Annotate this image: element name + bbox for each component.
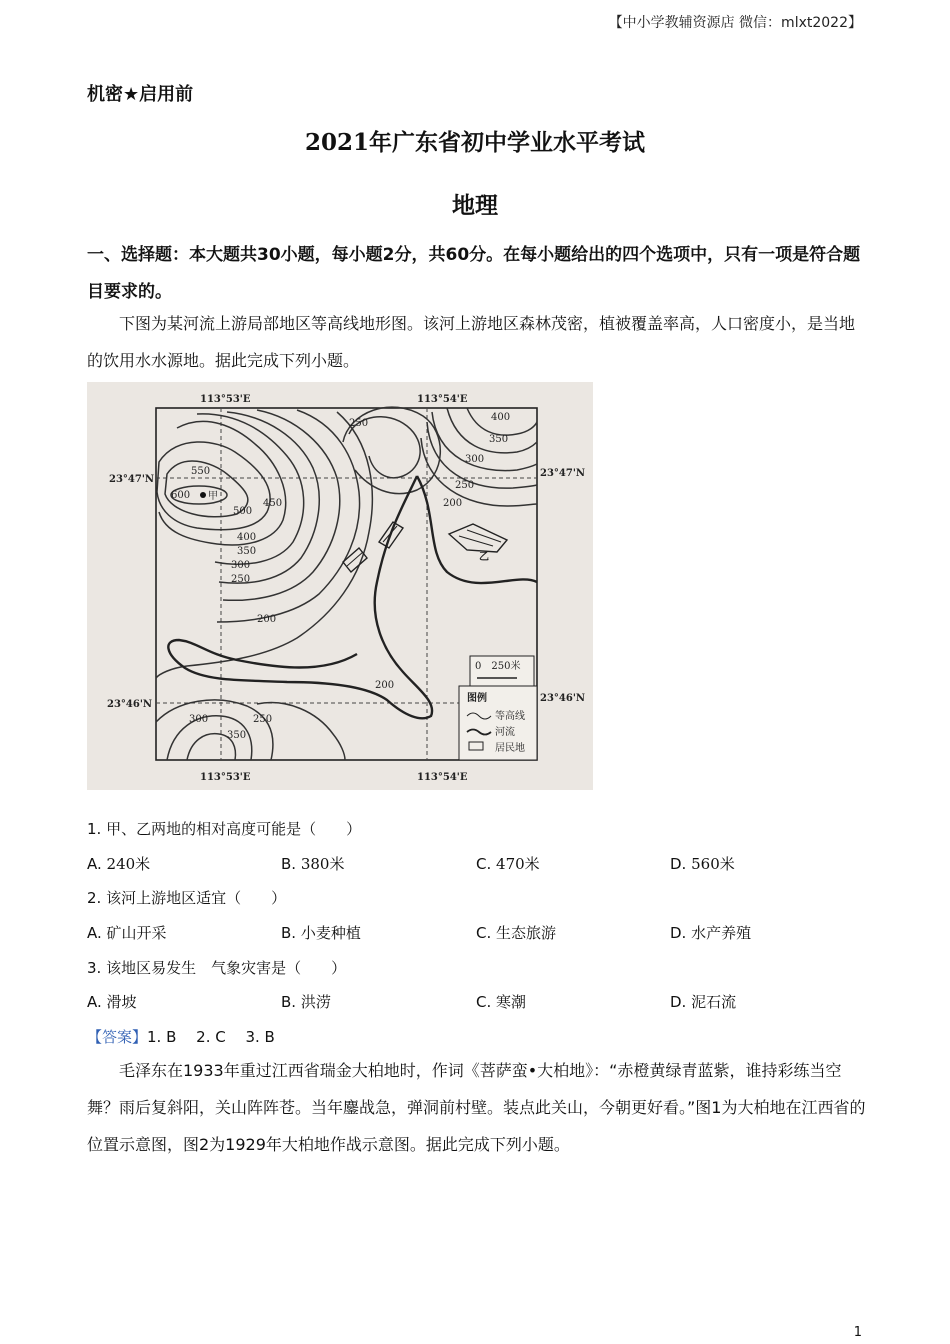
question-2-option-a[interactable]: A. 矿山开采 — [87, 924, 167, 942]
header-note: 【中小学教辅资源店 微信：mlxt2022】 — [608, 15, 862, 31]
scale-label: 0 250米 — [475, 661, 521, 672]
confidential-label: 机密★启用前 — [87, 84, 194, 105]
contour-label: 350 — [237, 546, 257, 557]
answer-line — [87, 1026, 275, 1047]
exam-title: 2021年广东省初中学业水平考试 — [304, 129, 645, 156]
lon-label-top-left: 113°53'E — [200, 394, 251, 405]
lon-label-bottom-left: 113°53'E — [200, 772, 251, 783]
settlement-1 — [343, 548, 367, 572]
answer-tag: 【答案】 — [87, 1028, 148, 1046]
question-1-stem: 1. 甲、乙两地的相对高度可能是（ ） — [87, 820, 362, 838]
question-2-option-d[interactable]: D. 水产养殖 — [670, 924, 752, 942]
contour-label: 350 — [227, 730, 247, 741]
question-2-option-b[interactable]: B. 小麦种植 — [281, 924, 361, 942]
lat-label-right-top: 23°47'N — [540, 468, 586, 479]
legend-item: 等高线 — [495, 711, 525, 722]
contour-label: 200 — [443, 498, 463, 509]
contour-label: 250 — [455, 480, 475, 491]
settlement-yi — [449, 524, 507, 552]
question-2-option-c[interactable]: C. 生态旅游 — [476, 924, 557, 942]
legend-title: 图例 — [467, 693, 487, 704]
contour-label: 300 — [189, 714, 209, 725]
lat-label-left-bottom: 23°46'N — [107, 699, 153, 710]
contour-label: 200 — [375, 680, 395, 691]
question-3-stem: 3. 该地区易发生 气象灾害是（ ） — [87, 959, 347, 977]
contour-label: 550 — [191, 466, 211, 477]
contour-label: 250 — [253, 714, 273, 725]
contour-line — [156, 700, 273, 760]
answer-text: 1. B 2. C 3. B — [147, 1028, 275, 1046]
contour-label: 600 — [171, 490, 191, 501]
question-1-option-c[interactable]: C. 470米 — [476, 855, 540, 873]
point-jia-marker — [200, 492, 206, 498]
point-jia-label: 甲 — [208, 491, 218, 502]
section-heading: 一、选择题：本大题共30小题，每小题2分，共60分。在每小题给出的四个选项中，只有一项是符合题目要求的。 — [87, 245, 861, 302]
contour-label: 300 — [231, 560, 251, 571]
question-3-option-c[interactable]: C. 寒潮 — [476, 993, 527, 1011]
contour-label: 350 — [489, 434, 509, 445]
contour-label: 400 — [237, 532, 257, 543]
contour-label: 500 — [233, 506, 253, 517]
contour-label: 250 — [231, 574, 251, 585]
lat-label-left-top: 23°47'N — [109, 474, 155, 485]
intro-paragraph: 下图为某河流上游局部地区等高线地形图。该河上游地区森林茂密，植被覆盖率高，人口密度小，是当地的饮用水水源地。据此完成下列小题。 — [87, 314, 856, 370]
contour-label: 400 — [491, 412, 511, 423]
contour-map — [87, 382, 593, 790]
contour-map-figure — [87, 382, 593, 790]
second-paragraph: 毛泽东在1933年重过江西省瑞金大柏地时，作词《菩萨蛮•大柏地》：“赤橙黄绿青蓝紫，谁持彩练当空舞？雨后复斜阳，关山阵阵苍。当年鏖战急，弹洞前村壁。装点此关山，今朝更好看。”图1为大柏地在江西省的位置示意图，图2为1929年大柏地作战示意图。据此完成下列小题。 — [87, 1061, 866, 1154]
point-yi-label: 乙 — [479, 552, 489, 563]
lon-label-bottom-right: 113°54'E — [417, 772, 468, 783]
legend-item: 河流 — [495, 727, 515, 738]
contour-label: 200 — [257, 614, 277, 625]
question-1-option-a[interactable]: A. 240米 — [87, 855, 151, 873]
page-number: 1 — [853, 1325, 862, 1340]
question-3-option-d[interactable]: D. 泥石流 — [670, 993, 737, 1011]
question-3-option-a[interactable]: A. 滑坡 — [87, 993, 137, 1011]
contour-label: 300 — [465, 454, 485, 465]
subject-title: 地理 — [452, 192, 498, 219]
river-branch — [417, 476, 537, 583]
question-2-stem: 2. 该河上游地区适宜（ ） — [87, 889, 287, 907]
lat-label-right-bottom: 23°46'N — [540, 693, 586, 704]
lon-label-top-right: 113°54'E — [417, 394, 468, 405]
contour-label: 250 — [349, 418, 369, 429]
contour-line — [257, 703, 345, 760]
contour-label: 450 — [263, 498, 283, 509]
question-1-option-d[interactable]: D. 560米 — [670, 855, 735, 873]
question-3-option-b[interactable]: B. 洪涝 — [281, 993, 331, 1011]
legend-item: 居民地 — [495, 743, 525, 754]
contour-line-300 — [432, 412, 537, 471]
question-1-option-b[interactable]: B. 380米 — [281, 855, 345, 873]
